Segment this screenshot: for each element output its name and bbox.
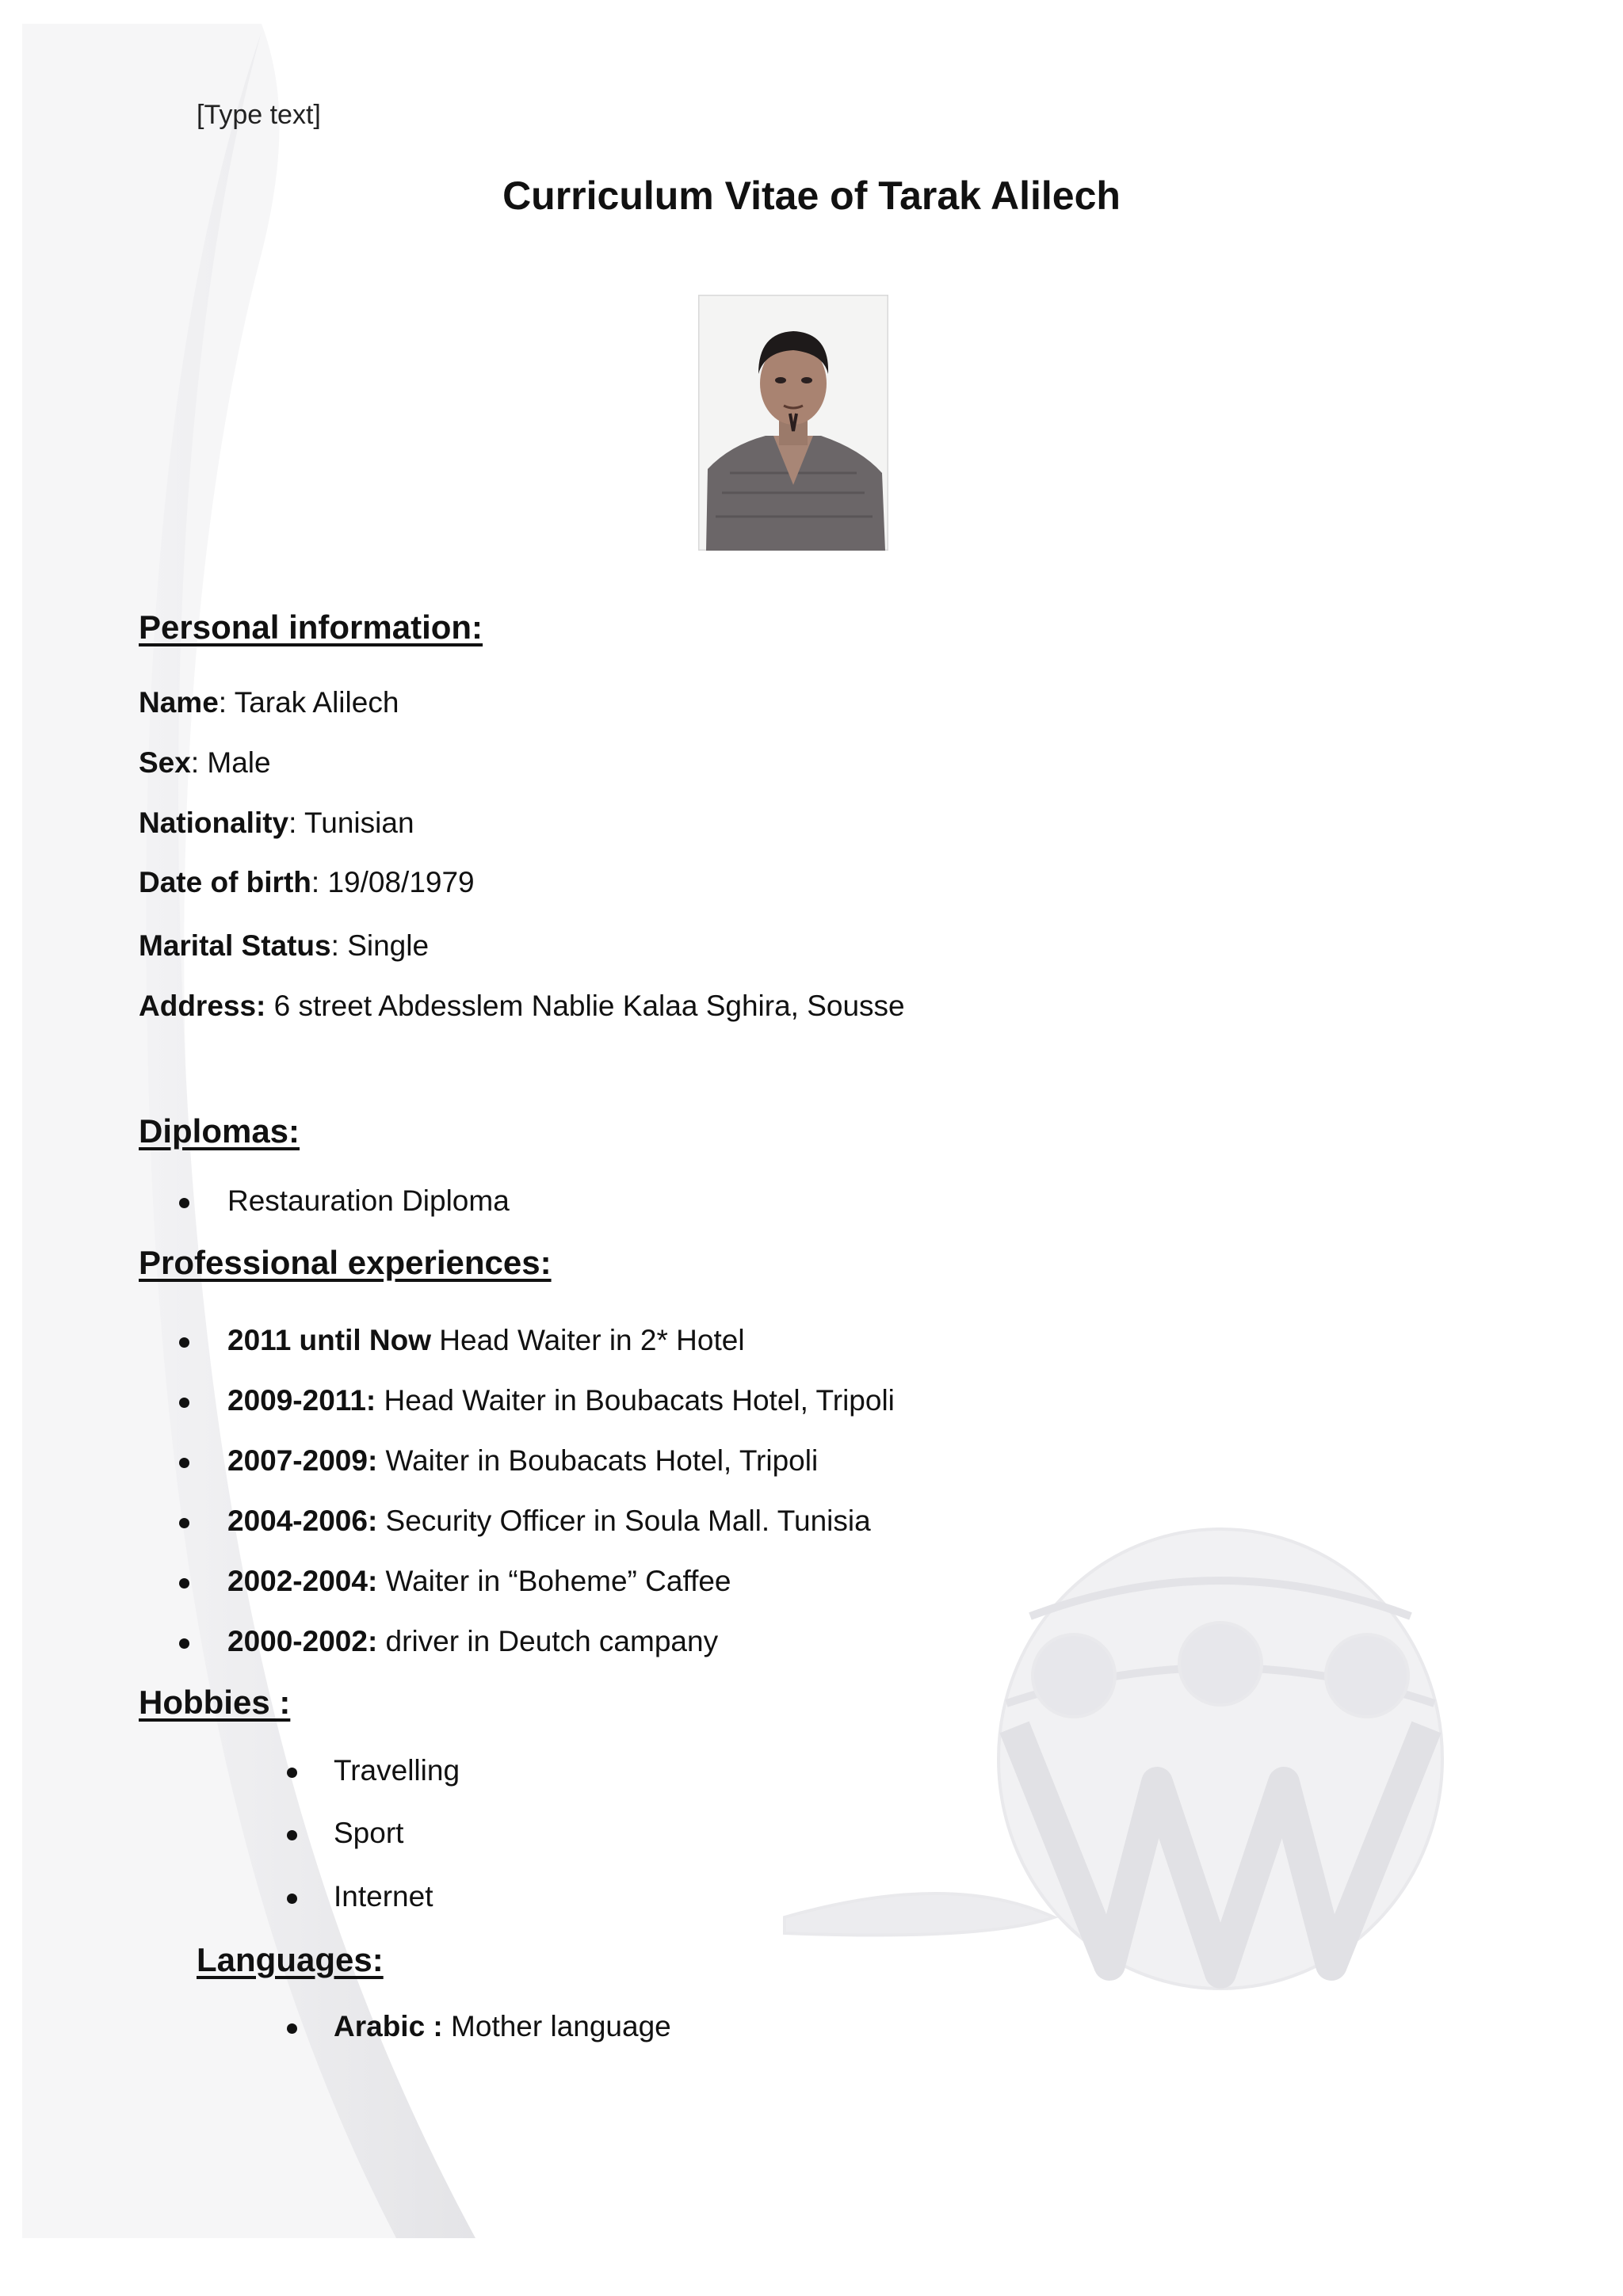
field-separator: : — [330, 929, 348, 962]
bullet-icon — [179, 1578, 189, 1589]
hobby-item: Travelling — [334, 1754, 460, 1787]
field-marital-status — [139, 929, 429, 963]
experience-text: Head Waiter in Boubacats Hotel, Tripoli — [376, 1384, 895, 1417]
field-separator: : — [190, 746, 208, 779]
page-title: Curriculum Vitae of Tarak Alilech — [502, 174, 1121, 218]
bullet-icon — [179, 1518, 189, 1528]
field-name — [139, 686, 399, 719]
experience-item — [227, 1444, 818, 1478]
field-label: Sex — [139, 746, 191, 779]
diploma-item: Restauration Diploma — [227, 1184, 510, 1217]
language-name: Arabic : — [334, 2010, 443, 2042]
field-value: 6 street Abdesslem Nablie Kalaa Sghira, Sousse — [273, 990, 905, 1022]
field-nationality — [139, 807, 414, 840]
bullet-icon — [287, 1830, 297, 1840]
hobby-item: Internet — [334, 1880, 433, 1913]
bullet-icon — [179, 1638, 189, 1649]
experience-period: 2007-2009: — [227, 1444, 378, 1477]
field-separator: : — [311, 866, 328, 898]
field-separator — [265, 990, 273, 1022]
experience-item — [227, 1384, 895, 1417]
field-address — [139, 990, 905, 1023]
hobby-item: Sport — [334, 1817, 404, 1849]
field-sex — [139, 746, 271, 780]
language-item — [334, 2010, 671, 2043]
field-value: Single — [347, 929, 430, 962]
experience-period: 2011 until Now — [227, 1324, 432, 1356]
bullet-icon — [179, 1398, 189, 1408]
experience-text: Waiter in “Boheme” Caffee — [377, 1565, 731, 1597]
bullet-icon — [287, 1768, 297, 1778]
field-label: Name — [139, 686, 219, 719]
bullet-icon — [179, 1198, 189, 1208]
field-label: Address: — [139, 990, 266, 1022]
portrait-photo — [698, 295, 888, 551]
experience-item — [227, 1324, 745, 1357]
bullet-icon — [287, 2023, 297, 2034]
field-value: Tarak Alilech — [234, 686, 399, 719]
field-separator: : — [288, 807, 305, 839]
experience-item — [227, 1625, 718, 1658]
field-label: Date of birth — [139, 866, 311, 898]
field-value: Male — [207, 746, 271, 779]
field-value: Tunisian — [304, 807, 414, 839]
diplomas-heading: Diplomas: — [139, 1112, 300, 1150]
experience-text: driver in Deutch campany — [377, 1625, 719, 1657]
hobbies-heading: Hobbies : — [139, 1684, 291, 1721]
experience-text: Head Waiter in 2* Hotel — [431, 1324, 745, 1356]
field-separator: : — [218, 686, 235, 719]
experience-period: 2002-2004: — [227, 1565, 378, 1597]
field-value: 19/08/1979 — [327, 866, 475, 898]
field-label: Nationality — [139, 807, 289, 839]
experience-period: 2004-2006: — [227, 1505, 378, 1537]
language-level: Mother language — [442, 2010, 671, 2042]
languages-heading: Languages: — [197, 1941, 384, 1978]
experience-item — [227, 1565, 731, 1598]
experience-text: Security Officer in Soula Mall. Tunisia — [377, 1505, 871, 1537]
experience-text: Waiter in Boubacats Hotel, Tripoli — [377, 1444, 819, 1477]
experience-heading: Professional experiences: — [139, 1244, 552, 1281]
bullet-icon — [179, 1337, 189, 1348]
bullet-icon — [287, 1894, 297, 1904]
experience-period: 2000-2002: — [227, 1625, 378, 1657]
field-date-of-birth — [139, 866, 475, 899]
experience-period: 2009-2011: — [227, 1384, 376, 1417]
bullet-icon — [179, 1458, 189, 1468]
header-placeholder-text: [Type text] — [197, 100, 321, 130]
personal-info-heading: Personal information: — [139, 608, 483, 646]
field-label: Marital Status — [139, 929, 331, 962]
experience-item — [227, 1505, 871, 1538]
